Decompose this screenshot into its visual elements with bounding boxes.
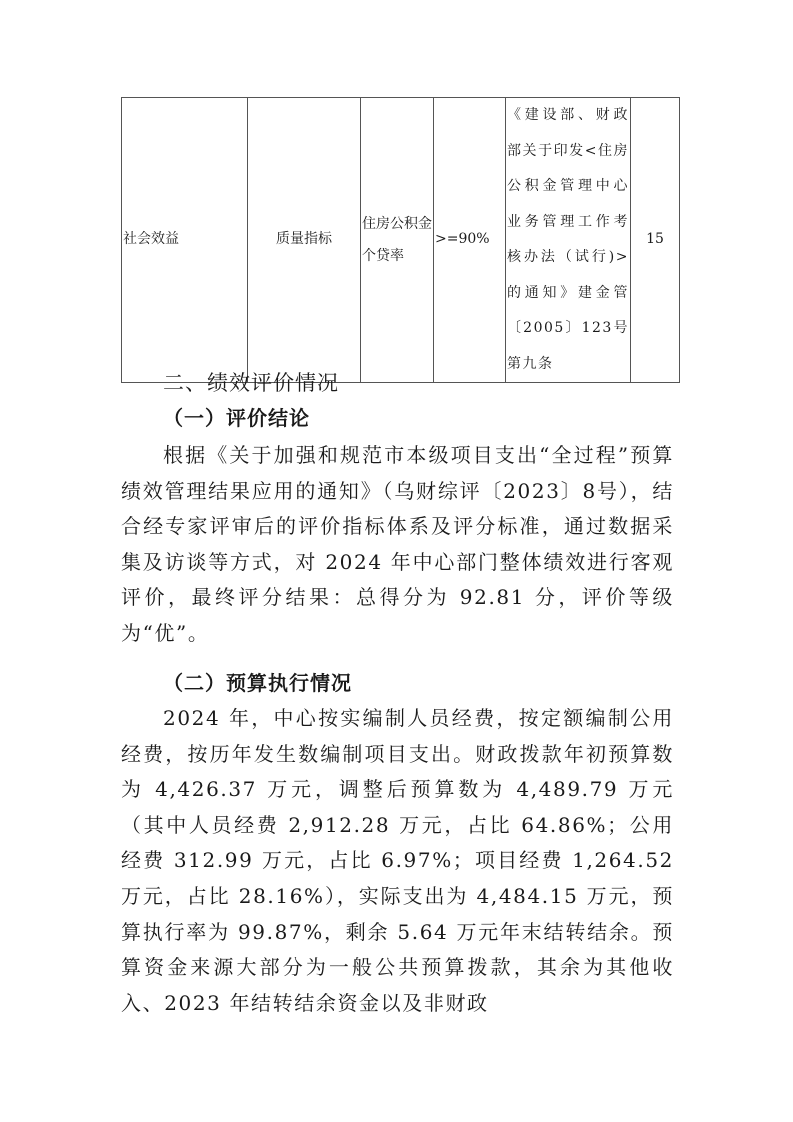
performance-indicator-table (121, 97, 680, 383)
subsection-heading-conclusion: （一）评价结论 (163, 406, 310, 430)
first-level-indicator-cell: 社会效益 (122, 98, 248, 383)
indicator-name-line2: 个贷率 (362, 248, 404, 264)
score-cell: 15 (631, 98, 680, 383)
conclusion-paragraph: 根据《关于加强和规范市本级项目支出“全过程”预算绩效管理结果应用的通知》（乌财综评〔2023〕8号），结合经专家评审后的评价指标体系及评分标准，通过数据采集及访谈等方式，对 2024 年中心部门整体绩效进行客观评价，最终评分结果：总得分为 92.81 分，评价等级为“优”。 (121, 443, 674, 645)
second-level-indicator-cell: 质量指标 (248, 98, 361, 383)
target-value-cell: >=90% (434, 98, 506, 383)
subsection-heading-budget: （二）预算执行情况 (163, 671, 352, 695)
basis-cell: 《建设部、财政部关于印发<住房公积金管理中心业务管理工作考核办法（试行)>的通知》建金管〔2005〕123号 第九条 (506, 98, 631, 383)
indicator-name-line1: 住房公积金 (362, 216, 432, 232)
table-row (122, 98, 680, 383)
section-heading: 二、绩效评价情况 (163, 371, 339, 395)
budget-execution-paragraph: 2024 年，中心按实编制人员经费，按定额编制公用经费，按历年发生数编制项目支出。财政拨款年初预算数为 4,426.37 万元，调整后预算数为 4,489.79 万元（其中人员经费 2,912.28 万元，占比 64.86%；公用经费 312.99 万元，占比 6.97%；项目经费 1,264.52 万元，占比 28.16%），实际支出为 4,484.15 万元，预算执行率为 99.87%，剩余 5.64 万元年末结转结余。预算资金来源大部分为一般公共预算拨款，其余为其他收入、2023 年结转结余资金以及非财政 (121, 706, 674, 1015)
indicator-name-cell (361, 98, 434, 383)
